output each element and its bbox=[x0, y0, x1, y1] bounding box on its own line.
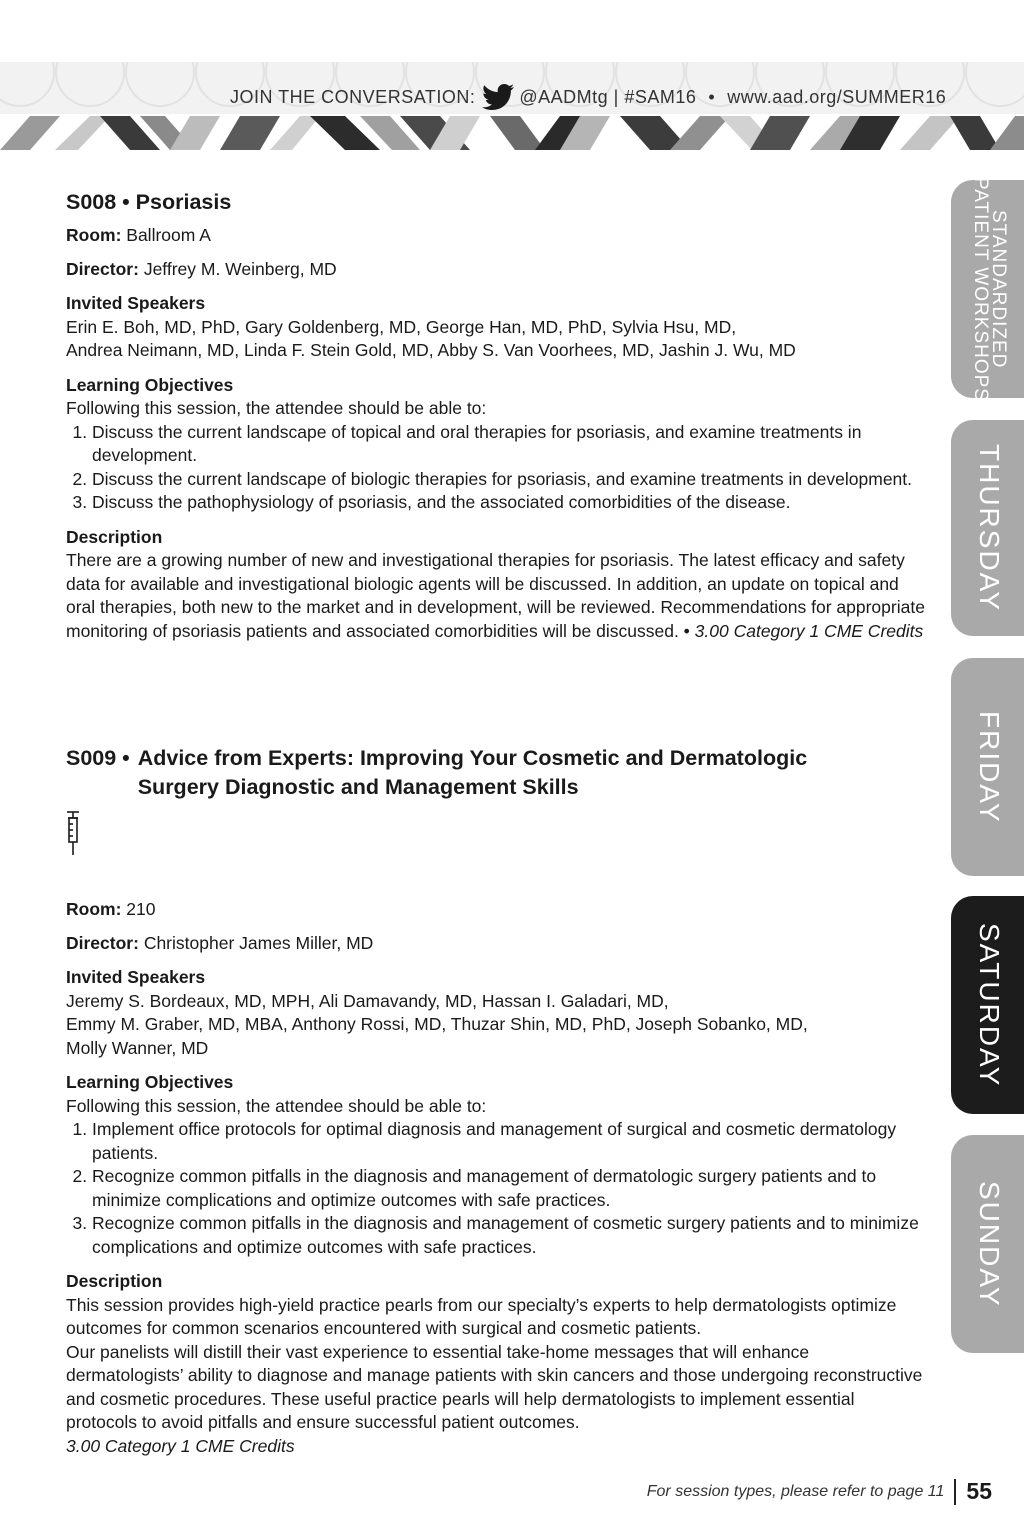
speakers-heading: Invited Speakers bbox=[66, 967, 206, 987]
tab-saturday[interactable] bbox=[951, 896, 1024, 1114]
tab-label: THURSDAY bbox=[974, 444, 1005, 612]
objective-item: 1. Discuss the current landscape of topical and oral therapies for psoriasis, and examine treatments in development. bbox=[92, 421, 926, 468]
syringe-icon bbox=[64, 810, 82, 856]
session-types-note: For session types, please refer to page 11 bbox=[646, 1482, 945, 1500]
room-value: Ballroom A bbox=[126, 225, 211, 245]
page-footer bbox=[647, 1478, 992, 1505]
session-title-line: Surgery Diagnostic and Management Skills bbox=[137, 775, 579, 799]
objective-item: 3. Recognize common pitfalls in the diagnosis and management of cosmetic surgery patients and to minimize complications and optimize outcomes with safe practices. bbox=[92, 1212, 926, 1259]
speakers-line: Molly Wanner, MD bbox=[66, 1037, 209, 1058]
tab-label-line: PATIENT WORKSHOPS bbox=[970, 176, 991, 402]
description-heading: Description bbox=[66, 526, 163, 547]
description-text bbox=[66, 549, 926, 643]
join-conversation-label: JOIN THE CONVERSATION: bbox=[230, 86, 476, 107]
tab-standardized-patient-workshops[interactable] bbox=[951, 176, 1024, 402]
tab-sunday[interactable] bbox=[951, 1135, 1024, 1353]
room-label: Room: bbox=[66, 899, 122, 919]
tab-label: FRIDAY bbox=[974, 710, 1005, 824]
director-label: Director: bbox=[66, 258, 139, 279]
speakers-heading: Invited Speakers bbox=[66, 293, 206, 313]
description-text: This session provides high-yield practice pearls from our specialty’s experts to help dermatologists optimize outcomes for common scenarios encountered with surgical and cosmetic patients. bbox=[66, 1294, 897, 1338]
session-title-line: Advice from Experts: Improving Your Cosmetic and Dermatologic bbox=[137, 746, 808, 770]
session-title: S008 • Psoriasis bbox=[66, 190, 232, 214]
speakers-line: Erin E. Boh, MD, PhD, Gary Goldenberg, MD, George Han, MD, PhD, Sylvia Hsu, MD, bbox=[66, 316, 737, 337]
session-s009 bbox=[66, 744, 926, 1458]
tab-thursday[interactable] bbox=[951, 420, 1024, 636]
description-body: There are a growing number of new and investigational therapies for psoriasis. The latest efficacy and safety data for available and investigational biologic agents will be discussed. In addition, an update on topical and oral therapies, both new to the market and in development, will be reviewed. Recommendations for appropriate monitoring of psoriasis patients and associated comorbidities will be discussed. • bbox=[66, 550, 925, 641]
summer-url-link[interactable]: www.aad.org/SUMMER16 bbox=[727, 86, 947, 107]
twitter-handle[interactable]: @AADMtg | #SAM16 bbox=[519, 86, 697, 107]
tab-label: SUNDAY bbox=[974, 1180, 1005, 1308]
objectives-heading: Learning Objectives bbox=[66, 1072, 234, 1092]
speakers-line: Jeremy S. Bordeaux, MD, MPH, Ali Damavandy, MD, Hassan I. Galadari, MD, bbox=[66, 990, 669, 1011]
room-value: 210 bbox=[126, 899, 156, 919]
objectives-list bbox=[66, 421, 926, 515]
objective-item: 2. Recognize common pitfalls in the diagnosis and management of dermatologic surgery patients and to minimize complications and optimize outcomes with safe practices. bbox=[92, 1165, 926, 1212]
objectives-intro: Following this session, the attendee should be able to: bbox=[66, 398, 487, 418]
director-field bbox=[66, 932, 926, 956]
speakers-line: Andrea Neimann, MD, Linda F. Stein Gold, MD, Abby S. Van Voorhees, MD, Jashin J. Wu, MD bbox=[66, 340, 796, 360]
tab-label bbox=[971, 177, 1007, 402]
session-title-text bbox=[138, 744, 807, 802]
director-value: Christopher James Miller, MD bbox=[143, 932, 374, 953]
objective-item: 1. Implement office protocols for optimal diagnosis and management of surgical and cosmetic dermatology patients. bbox=[92, 1118, 926, 1165]
director-value: Jeffrey M. Weinberg, MD bbox=[143, 258, 337, 279]
room-label: Room: bbox=[66, 225, 122, 245]
description-text: Our panelists will distill their vast experience to essential take-home messages that will enhance dermatologists’ ability to diagnose and manage patients with skin cancers and those undergoing reconstructive and cosmetic procedures. These useful practice pearls will help dermatologists to implement essential protocols to avoid pitfalls and ensure successful patient outcomes. bbox=[66, 1341, 923, 1432]
cme-credits: 3.00 Category 1 CME Credits bbox=[694, 620, 924, 641]
twitter-bird-icon bbox=[481, 84, 515, 110]
session-s008 bbox=[66, 188, 926, 643]
objective-item: 2. Discuss the current landscape of biologic therapies for psoriasis, and examine treatments in development. bbox=[92, 468, 926, 492]
page-number: 55 bbox=[966, 1478, 992, 1504]
objectives-intro: Following this session, the attendee should be able to: bbox=[66, 1095, 487, 1116]
footer-divider bbox=[954, 1479, 956, 1505]
room-field bbox=[66, 898, 926, 922]
header-bullet: • bbox=[708, 86, 716, 107]
objectives-list bbox=[66, 1118, 926, 1259]
session-code: S009 • bbox=[66, 746, 130, 770]
tab-label-line: STANDARDIZED bbox=[988, 209, 1009, 369]
description-heading: Description bbox=[66, 1271, 163, 1291]
session-title bbox=[66, 744, 926, 802]
objective-item: 3. Discuss the pathophysiology of psoriasis, and the associated comorbidities of the disease. bbox=[92, 491, 926, 515]
speakers-line: Emmy M. Graber, MD, MBA, Anthony Rossi, MD, Thuzar Shin, MD, PhD, Joseph Sobanko, MD, bbox=[66, 1014, 808, 1034]
cme-credits: 3.00 Category 1 CME Credits bbox=[66, 1435, 295, 1456]
tab-label: SATURDAY bbox=[974, 922, 1005, 1088]
objectives-heading: Learning Objectives bbox=[66, 374, 234, 395]
director-field bbox=[66, 258, 926, 282]
tab-friday[interactable] bbox=[951, 658, 1024, 876]
room-field bbox=[66, 224, 926, 248]
director-label: Director: bbox=[66, 932, 139, 953]
conversation-banner-text bbox=[230, 82, 946, 112]
